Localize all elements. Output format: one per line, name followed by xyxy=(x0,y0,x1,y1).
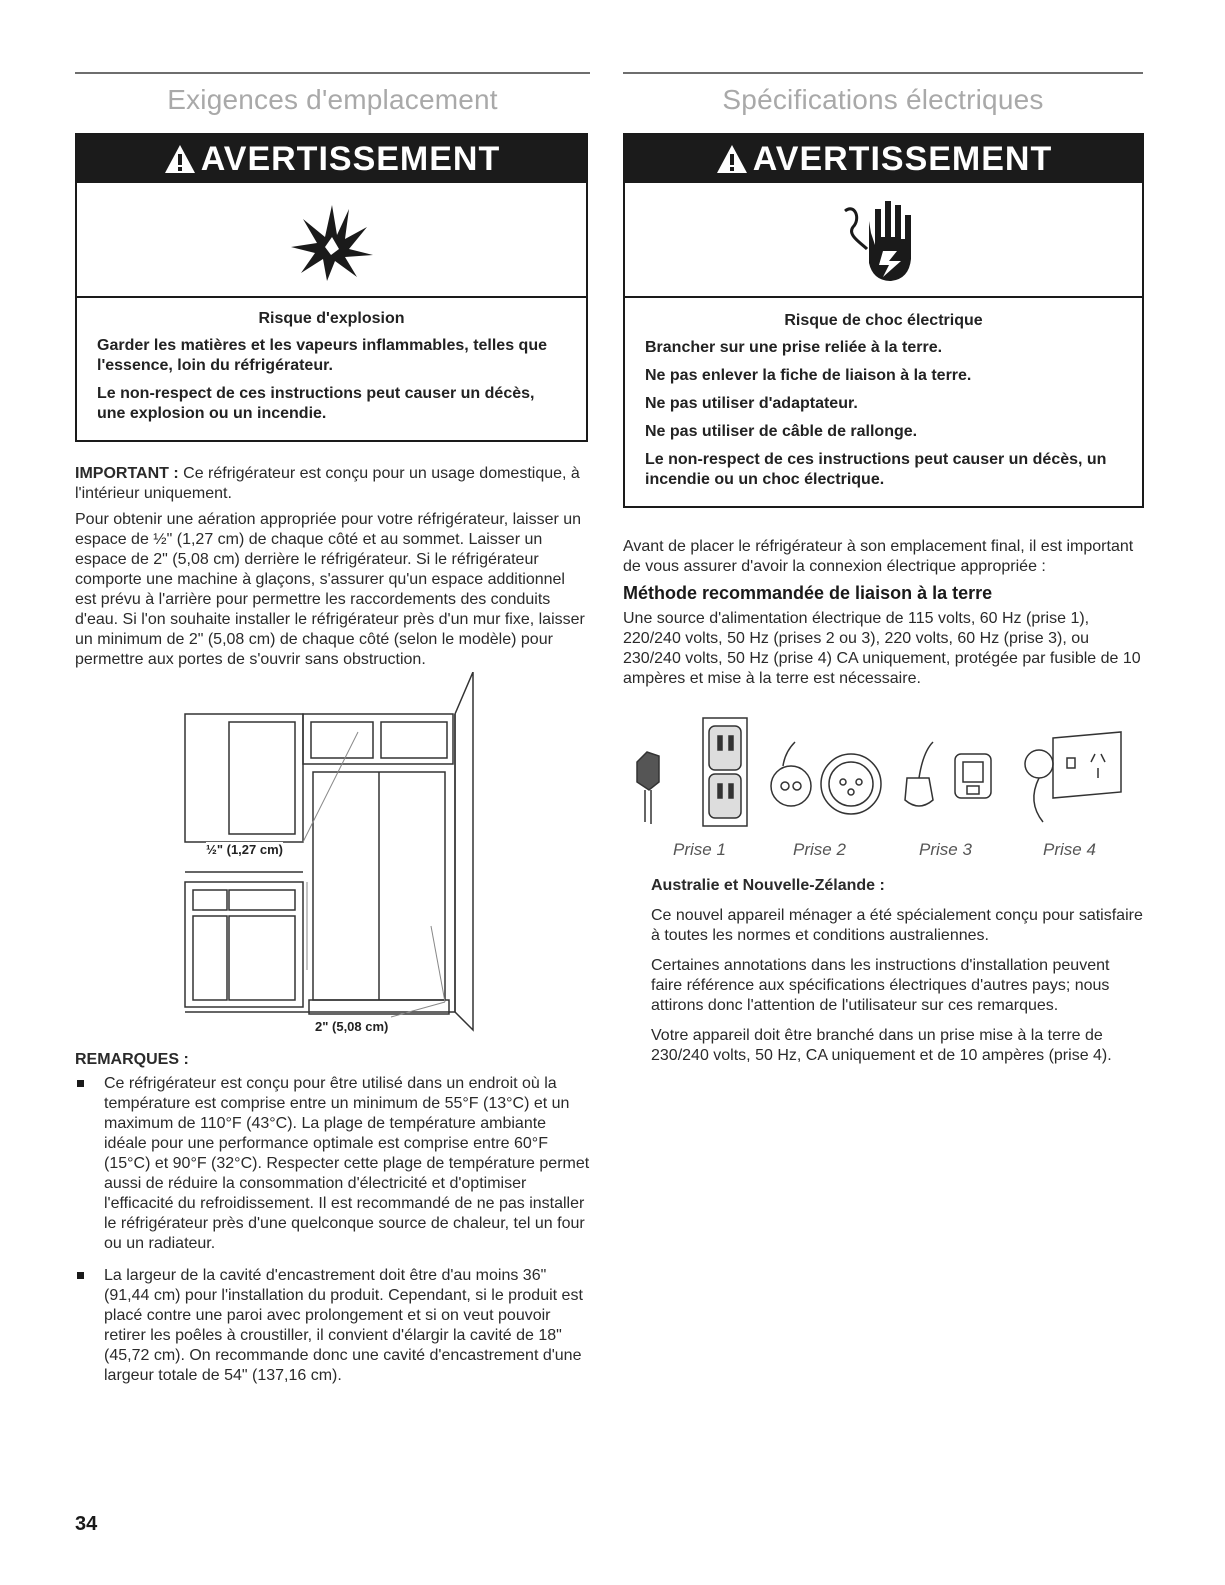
electrique-text xyxy=(623,537,1143,695)
warning-risk-title: Risque d'explosion xyxy=(258,310,405,327)
prise-label-1: Prise 1 xyxy=(673,840,726,859)
warning-header xyxy=(77,135,586,183)
warning-header xyxy=(625,135,1142,183)
warning-risk-title: Risque de choc électrique xyxy=(784,312,983,329)
remarque-item: Ce réfrigérateur est conçu pour être utilisé dans un endroit où la température est comprise entre un minimum de 55°F (13°C) et un maximum de 110°F (43°C). La plage de température ambiante idéale pour une performance optimale est comprise entre 60°F (15°C) et 90°F (32°C). Respecter cette plage de température permet aussi de réduire la consommation d'électricité et d'optimiser l'efficacité du refroidissement. Il est recommandé de ne pas installer le réfrigérateur près d'une quelconque source de chaleur, tel un four ou un radiateur. xyxy=(75,1074,590,1254)
warning-header-text: AVERTISSEMENT xyxy=(752,140,1053,178)
australie-paragraph: Votre appareil doit être branché dans un prise mise à la terre de 230/240 volts, 50 Hz, CA uniquement et de 10 ampères (prise 4). xyxy=(651,1027,1112,1064)
australie-paragraph: Ce nouvel appareil ménager a été spécialement conçu pour satisfaire à toutes les normes et conditions australiennes. xyxy=(651,907,1143,944)
warning-triangle-icon xyxy=(715,142,749,176)
electric-shock-icon xyxy=(839,193,919,289)
diagram-label-half-inch: ½" (1,27 cm) xyxy=(206,842,283,857)
warning-line: Ne pas utiliser de câble de rallonge. xyxy=(645,423,918,440)
warning-line: Ne pas enlever la fiche de liaison à la terre. xyxy=(645,367,972,384)
section-title-electrique: Spécifications électriques xyxy=(722,84,1044,115)
remarques-title: REMARQUES : xyxy=(75,1051,189,1068)
australie-title: Australie et Nouvelle-Zélande : xyxy=(651,877,885,894)
warning-header-text: AVERTISSEMENT xyxy=(200,140,501,178)
section-rule xyxy=(75,72,590,74)
important-paragraph xyxy=(75,464,590,504)
warning-line: Le non-respect de ces instructions peut causer un décès, une explosion ou un incendie. xyxy=(97,385,535,422)
method-title: Méthode recommandée de liaison à la terre xyxy=(623,583,993,603)
warning-line: Ne pas utiliser d'adaptateur. xyxy=(645,395,858,412)
important-label: IMPORTANT : xyxy=(75,465,179,482)
remarque-item: La largeur de la cavité d'encastrement doit être d'au moins 36" (91,44 cm) pour l'installation du produit. Cependant, si le produit est placé contre une paroi avec prolongement et si on veut pouvoir retirer les poêles à croustiller, il convient d'élargir la cavité de 18" (45,72 cm). On recommande donc une cavité d'encastrement d'une largeur totale de 54" (137,16 cm). xyxy=(75,1266,590,1386)
electric-warning-box xyxy=(623,133,1144,508)
explosion-icon xyxy=(287,197,377,287)
emplacement-text xyxy=(75,464,590,676)
explosion-warning-box xyxy=(75,133,588,442)
shock-icon-area xyxy=(625,183,1142,298)
warning-body xyxy=(77,298,586,440)
important-text: Ce réfrigérateur est conçu pour un usage domestique, à l'intérieur uniquement. xyxy=(75,465,580,502)
warning-triangle-icon xyxy=(163,142,197,176)
outlets-illustration xyxy=(623,712,1143,832)
prise-label-2: Prise 2 xyxy=(793,840,846,859)
australie-paragraph: Certaines annotations dans les instructions d'installation peuvent faire référence aux spécifications électriques d'autres pays; nous attirons donc l'attention de l'utilisateur sur ces remarques. xyxy=(651,957,1110,1014)
prise-label-3: Prise 3 xyxy=(919,840,972,859)
remarques-list xyxy=(75,1074,590,1386)
ventilation-paragraph: Pour obtenir une aération appropriée pour votre réfrigérateur, laisser un espace de ½" (1,27 cm) de chaque côté et au sommet. Laisser un espace de 2" (5,08 cm) derrière le réfrigérateur. Si le réfrigérateur comporte une machine à glaçons, s'assurer qu'un espace additionnel est prévu à l'arrière pour permettre les raccordements des conduits d'eau. Si l'on souhaite installer le réfrigérateur près d'un mur fixe, laisser un minimum de 2" (5,08 cm) de chaque côté (selon le modèle) pour permettre aux portes de s'ouvrir sans obstruction. xyxy=(75,511,585,668)
explosion-icon-area xyxy=(77,183,586,298)
warning-line: Le non-respect de ces instructions peut causer un décès, un incendie ou un choc électrique. xyxy=(645,451,1107,488)
section-title-emplacement: Exigences d'emplacement xyxy=(167,84,498,115)
australie-section xyxy=(651,876,1143,1072)
intro-paragraph: Avant de placer le réfrigérateur à son emplacement final, il est important de vous assurer d'avoir la connexion électrique appropriée : xyxy=(623,538,1134,575)
prise-label-4: Prise 4 xyxy=(1043,840,1096,859)
diagram-label-two-inch: 2" (5,08 cm) xyxy=(315,1019,389,1034)
method-paragraph: Une source d'alimentation électrique de 115 volts, 60 Hz (prise 1), 220/240 volts, 50 Hz (prises 2 ou 3), 220 volts, 60 Hz (prise 3), ou 230/240 volts, 50 Hz (prise 4) CA uniquement, protégée par fusible de 10 ampères et mise à la terre est nécessaire. xyxy=(623,610,1141,687)
warning-line: Brancher sur une prise reliée à la terre. xyxy=(645,339,943,356)
section-rule xyxy=(623,72,1143,74)
warning-body xyxy=(625,298,1142,506)
remarques-section xyxy=(75,1050,590,1398)
warning-line: Garder les matières et les vapeurs inflammables, telles que l'essence, loin du réfrigérateur. xyxy=(97,337,547,374)
page-number: 34 xyxy=(75,1513,98,1535)
